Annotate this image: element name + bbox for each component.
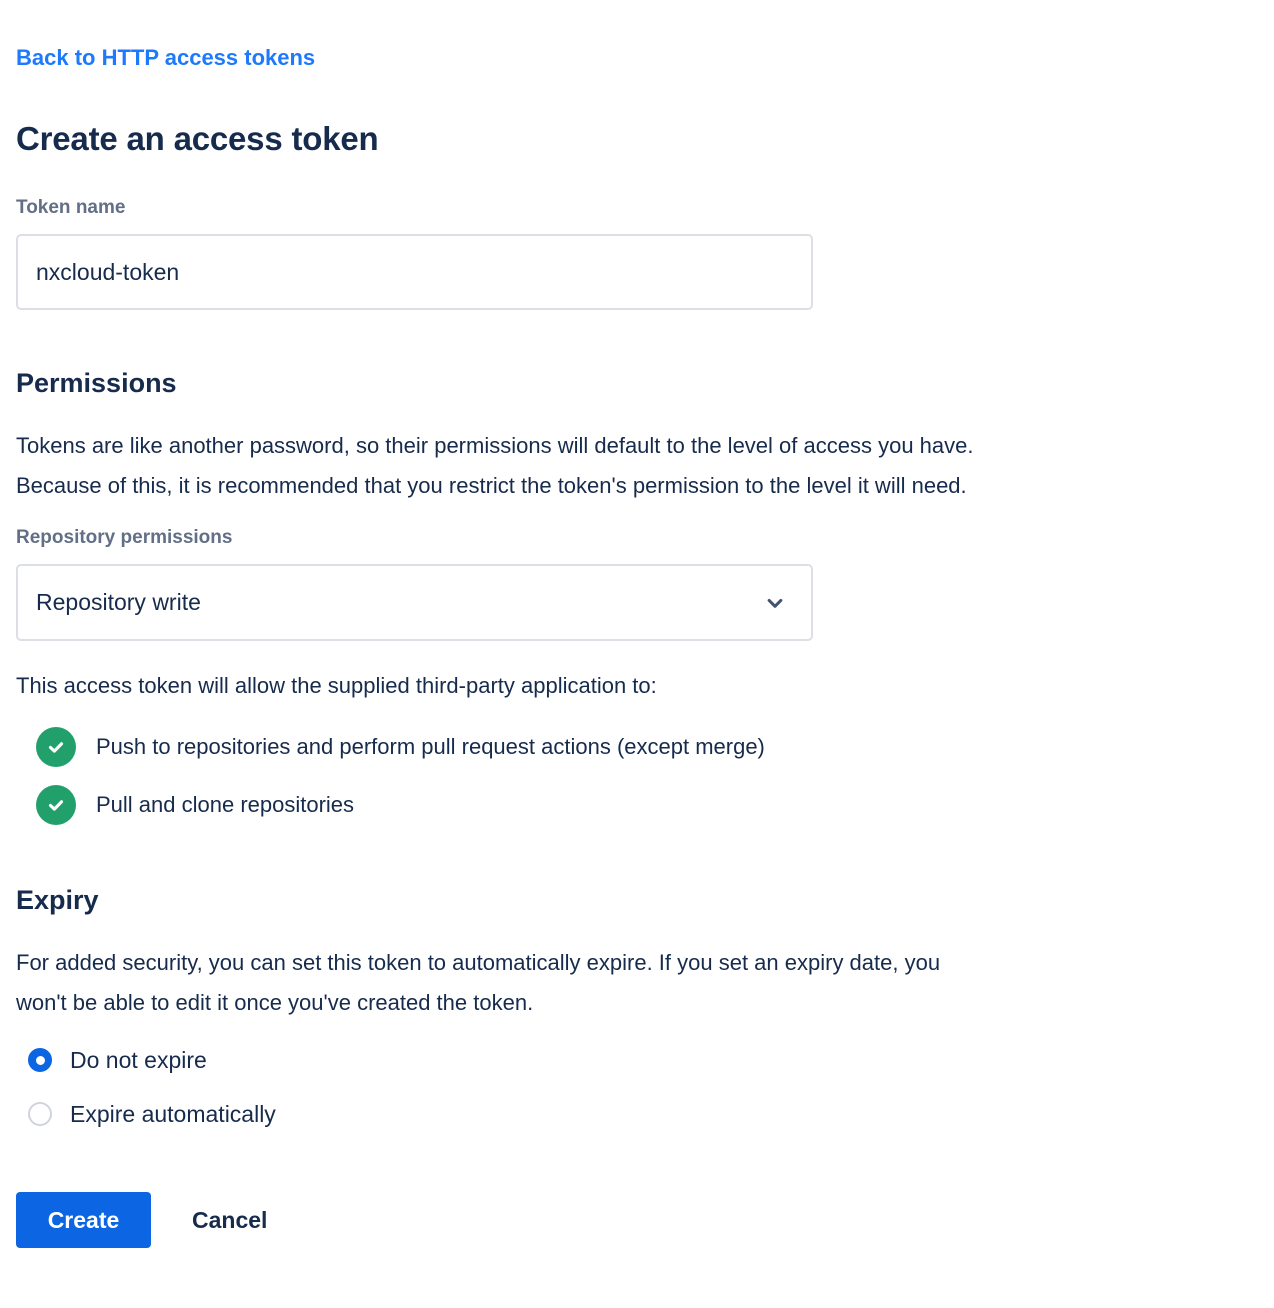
radio-option-label: Expire automatically [70, 1101, 276, 1127]
capability-text: Pull and clone repositories [96, 792, 355, 817]
cancel-button[interactable]: Cancel [192, 1206, 268, 1233]
token-name-label: Token name [16, 197, 126, 218]
repository-permissions-select[interactable] [16, 564, 813, 641]
expiry-description: For added security, you can set this token to automatically expire. If you set an expiry date, you won't be able to edit it once you've created the token. [16, 950, 941, 1015]
form-actions [16, 1192, 1258, 1248]
radio-selected-icon [28, 1048, 52, 1072]
expiry-heading: Expiry [16, 885, 99, 915]
radio-option-do-not-expire[interactable] [16, 1045, 1258, 1075]
capability-text: Push to repositories and perform pull request actions (except merge) [96, 734, 765, 759]
radio-unselected-icon [28, 1102, 52, 1126]
chevron-down-icon [761, 589, 789, 617]
allow-intro-text: This access token will allow the supplied third-party application to: [16, 673, 657, 698]
repository-permissions-label: Repository permissions [16, 527, 233, 548]
token-name-input[interactable] [16, 234, 813, 310]
permissions-heading: Permissions [16, 368, 177, 398]
capability-row [16, 785, 1258, 825]
check-icon [36, 727, 76, 767]
create-button[interactable]: Create [16, 1192, 151, 1248]
radio-option-label: Do not expire [70, 1047, 207, 1073]
back-to-http-access-tokens-link[interactable]: Back to HTTP access tokens [16, 45, 316, 70]
expiry-radio-group [16, 1045, 1258, 1129]
repository-permissions-selected-value: Repository write [36, 589, 201, 615]
capability-row [16, 727, 1258, 767]
permissions-description: Tokens are like another password, so their permissions will default to the level of access you have. Because of this, it is recommended that you restrict the token's permission to the level it will need. [16, 433, 974, 498]
check-icon [36, 785, 76, 825]
radio-option-expire-automatically[interactable] [16, 1099, 1258, 1129]
page-title: Create an access token [16, 120, 379, 157]
